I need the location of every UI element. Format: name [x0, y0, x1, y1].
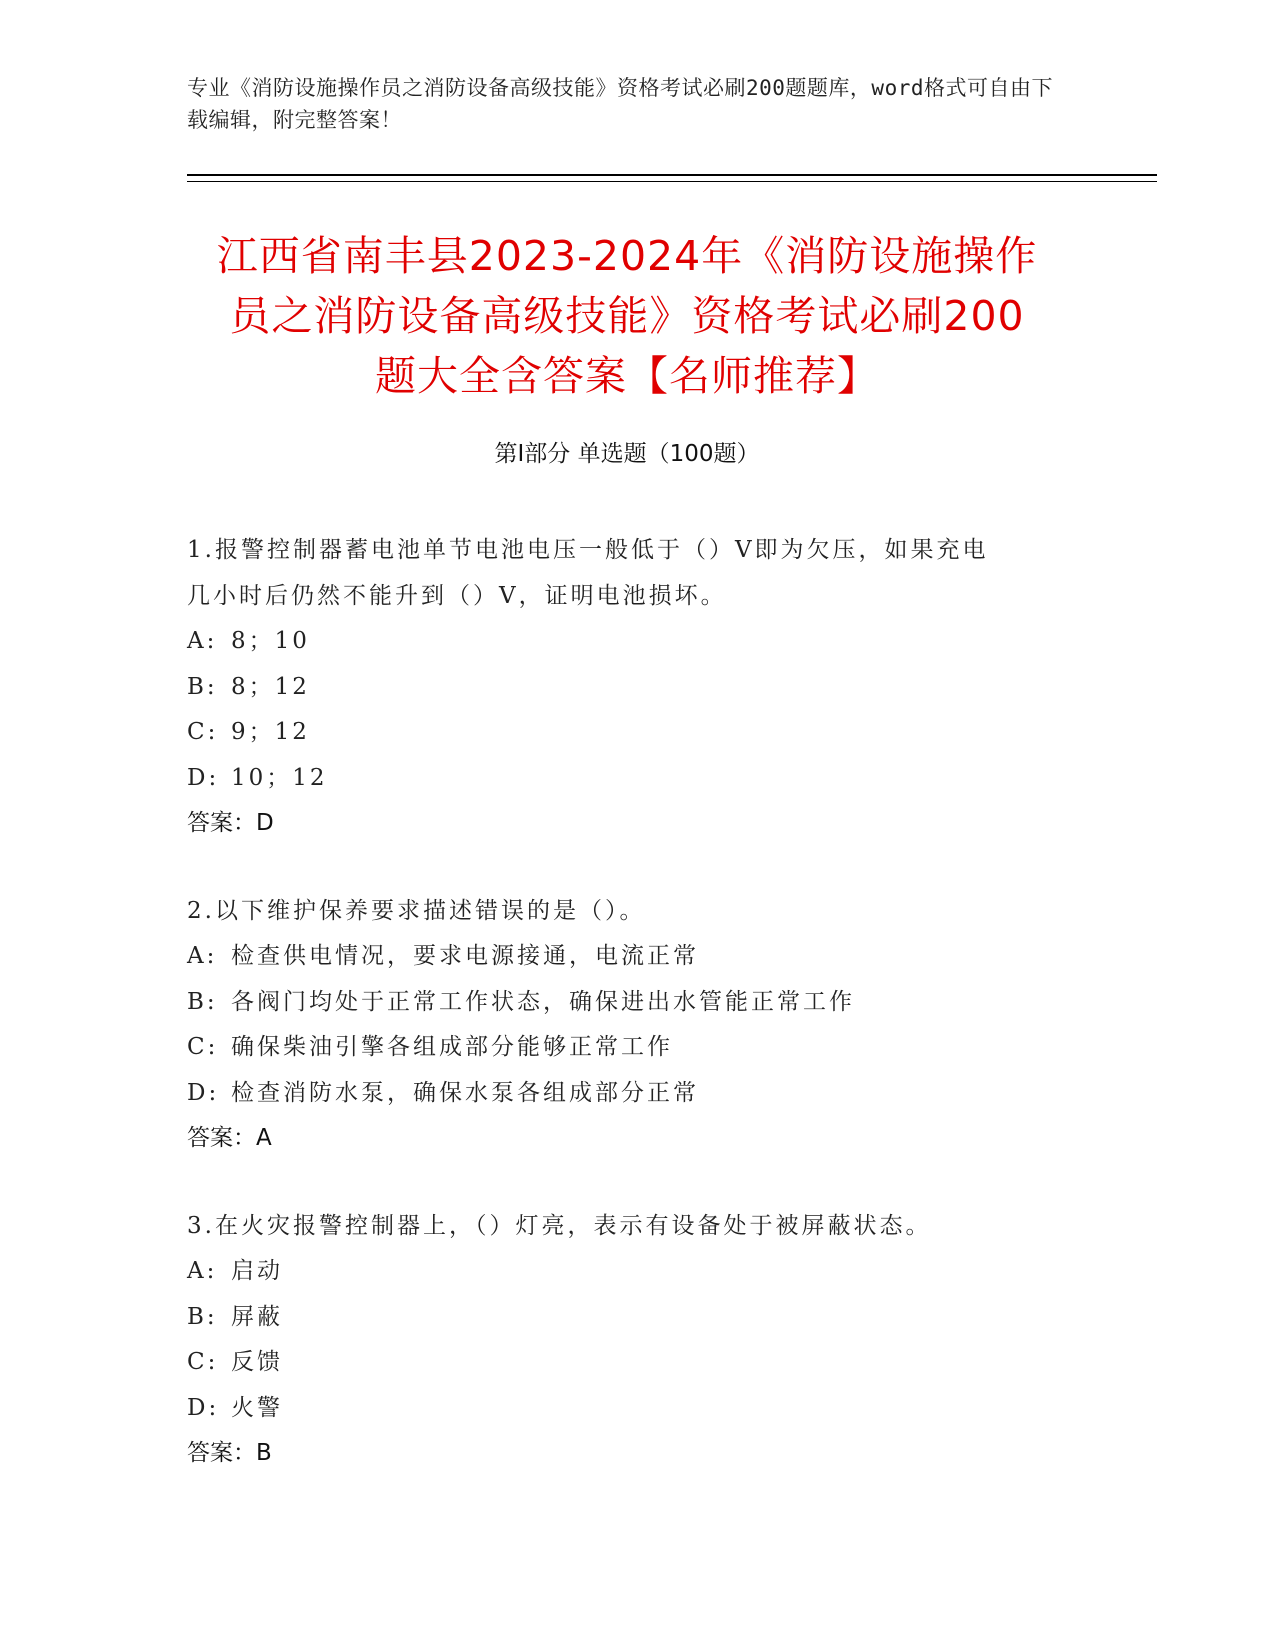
- header-rule-thin: [187, 181, 1157, 182]
- answer-line: [187, 801, 1087, 847]
- answer-value: A: [256, 1125, 272, 1151]
- answer-line: [187, 1431, 1087, 1477]
- answer-value: B: [256, 1440, 272, 1466]
- title-line: 员之消防设备高级技能》资格考试必刷200: [229, 292, 1025, 340]
- question-text: 1.报警控制器蓄电池单节电池电压一般低于（）V即为欠压，如果充电 几小时后仍然不能升到（）V，证明电池损坏。: [187, 537, 989, 609]
- option-text: 8；10: [231, 628, 310, 654]
- option-text: 屏蔽: [231, 1303, 283, 1330]
- option-c: [187, 1340, 1087, 1386]
- option-text: 9；12: [231, 719, 310, 745]
- option-text: 反馈: [231, 1349, 283, 1375]
- answer-label: 答案：: [187, 1125, 256, 1151]
- question-item: [187, 1204, 1087, 1477]
- option-letter: D:: [187, 764, 220, 791]
- answer-line: [187, 1116, 1087, 1162]
- option-d: [187, 1386, 1087, 1432]
- option-a: [187, 1249, 1087, 1295]
- section-heading: 第Ⅰ部分 单选题（100题）: [494, 441, 760, 467]
- option-b: [187, 1295, 1087, 1341]
- answer-label: 答案：: [187, 1440, 256, 1466]
- option-letter: B:: [187, 673, 218, 700]
- option-d: [187, 756, 1087, 802]
- option-text: 10；12: [231, 764, 328, 791]
- option-letter: B:: [187, 988, 218, 1015]
- question-item: [187, 528, 1087, 847]
- option-text: 各阀门均处于正常工作状态，确保进出水管能正常工作: [231, 988, 855, 1015]
- option-d: [187, 1071, 1087, 1117]
- title-line: 题大全含答案【名师推荐】: [375, 352, 879, 400]
- header-note: 专业《消防设施操作员之消防设备高级技能》资格考试必刷200题题库，word格式可自由下载编辑，附完整答案！: [187, 76, 1053, 132]
- option-letter: C:: [187, 1349, 219, 1375]
- option-c: [187, 710, 1087, 756]
- option-text: 确保柴油引擎各组成部分能够正常工作: [231, 1034, 673, 1060]
- option-letter: A:: [187, 1258, 218, 1284]
- option-b: [187, 980, 1087, 1026]
- option-text: 8；12: [231, 673, 310, 700]
- question-text: 3.在火灾报警控制器上，（）灯亮，表示有设备处于被屏蔽状态。: [187, 1212, 932, 1239]
- option-text: 检查消防水泵，确保水泵各组成部分正常: [231, 1079, 699, 1106]
- option-a: [187, 619, 1087, 665]
- option-letter: A:: [187, 943, 218, 969]
- option-b: [187, 665, 1087, 711]
- option-letter: C:: [187, 719, 219, 745]
- question-text: 2.以下维护保养要求描述错误的是（）。: [187, 897, 646, 924]
- option-c: [187, 1025, 1087, 1071]
- title-line: 江西省南丰县2023-2024年《消防设施操作: [216, 232, 1038, 280]
- answer-value: D: [256, 810, 274, 836]
- option-text: 火警: [231, 1394, 283, 1421]
- header-rule-thick: [187, 174, 1157, 176]
- question-list: [187, 528, 1087, 1519]
- option-letter: D:: [187, 1079, 220, 1106]
- question-item: [187, 889, 1087, 1162]
- answer-label: 答案：: [187, 810, 256, 836]
- option-letter: A:: [187, 628, 218, 654]
- document-title: [187, 226, 1067, 406]
- option-text: 启动: [231, 1258, 283, 1284]
- option-letter: C:: [187, 1034, 219, 1060]
- option-letter: B:: [187, 1303, 218, 1330]
- option-a: [187, 934, 1087, 980]
- option-text: 检查供电情况，要求电源接通，电流正常: [231, 943, 699, 969]
- option-letter: D:: [187, 1394, 220, 1421]
